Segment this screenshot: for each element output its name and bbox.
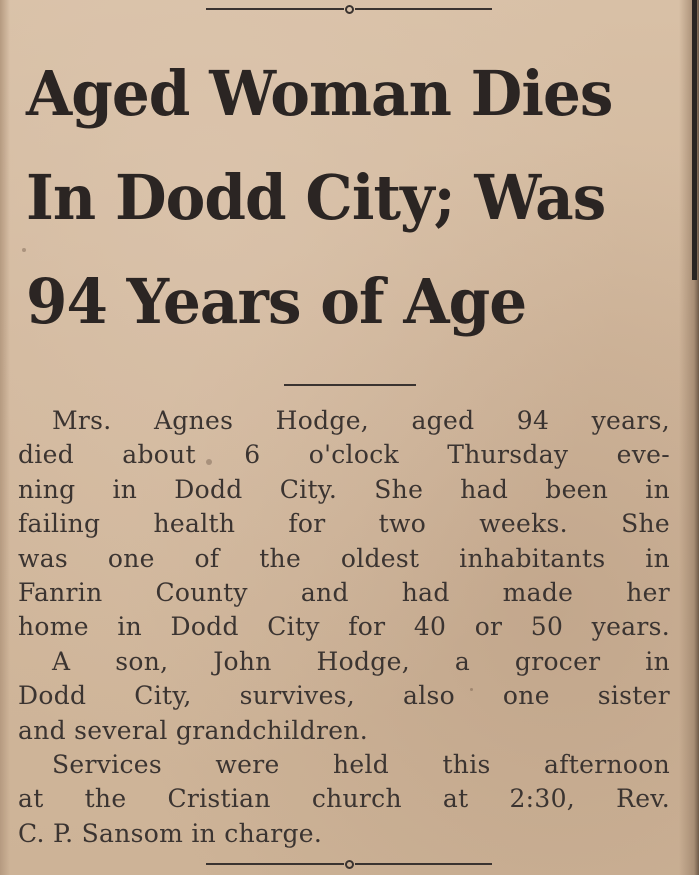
article-line: failing health for two weeks. She xyxy=(18,509,670,539)
article-line: died about 6 o'clock Thursday eve- xyxy=(18,440,670,470)
headline xyxy=(26,42,640,354)
headline-line-2: In Dodd City; Was xyxy=(26,161,606,234)
paper-speck xyxy=(206,459,212,465)
article-line: Fanrin County and had made her xyxy=(18,577,670,607)
background-sliver xyxy=(692,0,697,280)
article-line: and several grandchildren. xyxy=(18,715,368,745)
paper-speck xyxy=(470,688,473,691)
article-line: A son, John Hodge, a grocer in xyxy=(52,646,670,676)
article-body xyxy=(18,404,670,851)
article-line: Services were held this afternoon xyxy=(52,749,670,779)
article-line: was one of the oldest inhabitants in xyxy=(18,543,670,573)
top-cutoff-rule xyxy=(206,2,492,16)
article-line: Dodd City, survives, also one sister xyxy=(18,681,670,711)
article-line: at the Cristian church at 2:30, Rev. xyxy=(18,784,670,814)
bottom-cutoff-rule xyxy=(206,857,492,871)
article-line: home in Dodd City for 40 or 50 years. xyxy=(18,612,670,642)
headline-line-1: Aged Woman Dies xyxy=(26,57,613,130)
paper-edge-left xyxy=(0,0,10,875)
article-line: ning in Dodd City. She had been in xyxy=(18,474,670,504)
article-line: Mrs. Agnes Hodge, aged 94 years, xyxy=(52,406,670,435)
headline-line-3: 94 Years of Age xyxy=(26,265,527,338)
paper-speck xyxy=(22,248,26,252)
headline-divider xyxy=(284,384,416,386)
article-line: C. P. Sansom in charge. xyxy=(18,818,323,848)
